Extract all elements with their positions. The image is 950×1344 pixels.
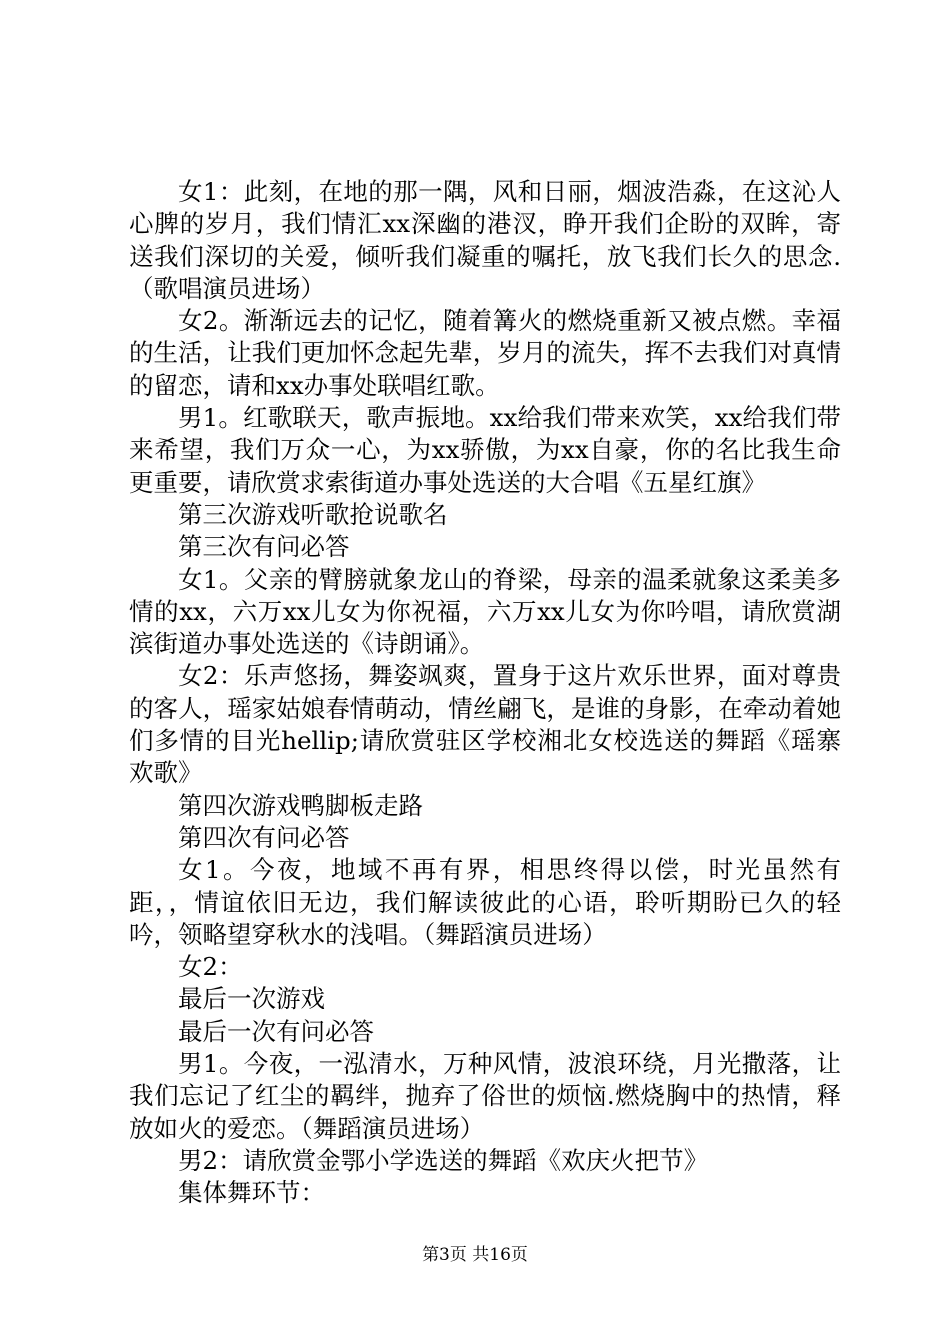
paragraph-6: 女1。父亲的臂膀就象龙山的脊梁，母亲的温柔就象这柔美多情的xx，六万xx儿女为你祝福，六万xx儿女为你吟唱，请欣赏湖滨街道办事处选送的《诗朗诵》。 [129, 564, 841, 659]
paragraph-4: 第三次游戏听歌抢说歌名 [178, 499, 448, 529]
page-number-footer: 第3页 共16页 [422, 1245, 528, 1265]
paragraph-15: 男2：请欣赏金鄂小学选送的舞蹈《欢庆火把节》 [178, 1145, 709, 1175]
paragraph-8: 第四次游戏鸭脚板走路 [178, 790, 423, 820]
paragraph-7: 女2：乐声悠扬，舞姿飒爽，置身于这片欢乐世界，面对尊贵的客人，瑶家姑娘春情萌动，情丝翩飞，是谁的身影，在牵动着她们多情的目光hellip;请欣赏驻区学校湘北女校选送的舞蹈《瑶寨欢歌》 [129, 661, 841, 788]
paragraph-13: 最后一次有问必答 [178, 1016, 374, 1046]
paragraph-14: 男1。今夜，一泓清水，万种风情，波浪环绕，月光撒落，让我们忘记了红尘的羁绊，抛弃了俗世的烦恼.燃烧胸中的热情，释放如火的爱恋。（舞蹈演员进场） [129, 1049, 841, 1143]
paragraph-9: 第四次有问必答 [178, 822, 350, 852]
paragraph-11: 女2： [178, 952, 243, 982]
paragraph-5: 第三次有问必答 [178, 532, 350, 562]
paragraph-16: 集体舞环节： [178, 1178, 325, 1208]
paragraph-12: 最后一次游戏 [178, 984, 325, 1014]
paragraph-10: 女1。今夜，地域不再有界，相思终得以偿，时光虽然有距，，情谊依旧无边，我们解读彼此的心语，聆听期盼已久的轻吟，领略望穿秋水的浅唱。（舞蹈演员进场） [129, 855, 841, 949]
paragraph-3: 男1。红歌联天，歌声振地。xx给我们带来欢笑，xx给我们带来希望，我们万众一心，为xx骄傲，为xx自豪，你的名比我生命更重要，请欣赏求索街道办事处选送的大合唱《五星红旗》 [129, 403, 841, 497]
paragraph-2: 女2。渐渐远去的记忆，随着篝火的燃烧重新又被点燃。幸福的生活，让我们更加怀念起先辈，岁月的流失，挥不去我们对真情的留恋，请和xx办事处联唱红歌。 [129, 306, 841, 400]
document-body [129, 176, 841, 1210]
paragraph-1: 女1：此刻，在地的那一隅，风和日丽，烟波浩淼，在这沁人心脾的岁月，我们情汇xx深幽的港汊，睁开我们企盼的双眸，寄送我们深切的关爱，倾听我们凝重的嘱托，放飞我们长久的思念.（歌唱演员进场） [129, 177, 841, 303]
